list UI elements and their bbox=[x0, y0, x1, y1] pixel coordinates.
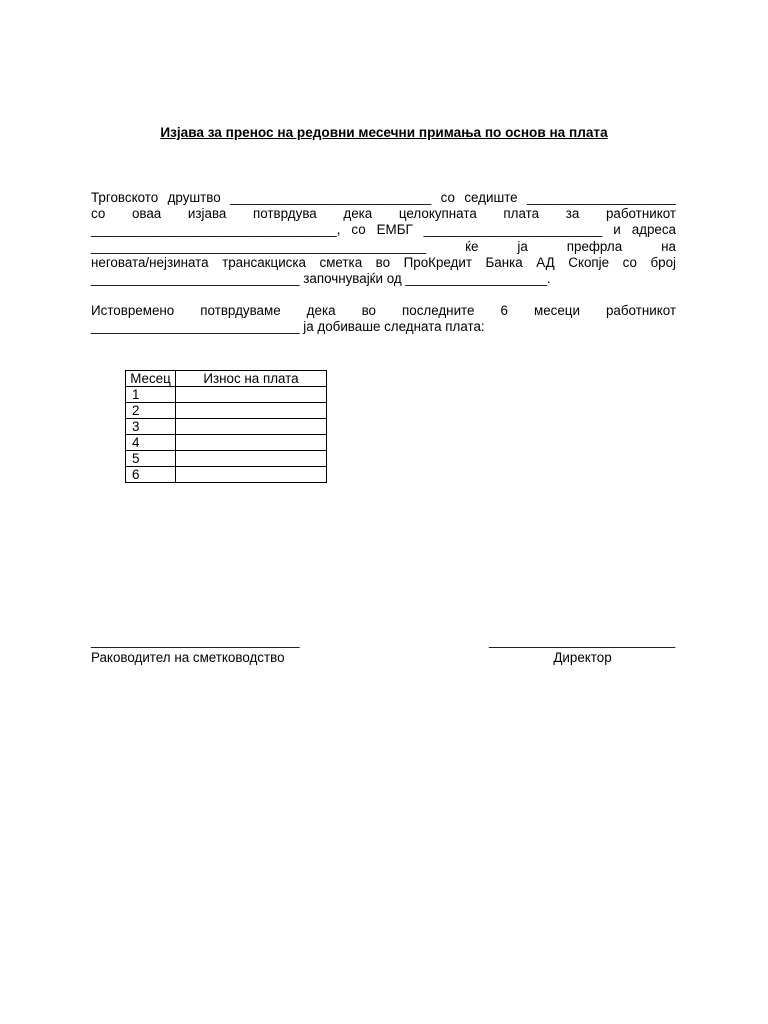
accountant-signature-block bbox=[91, 632, 300, 666]
director-caption: Директор bbox=[553, 650, 612, 665]
month-cell: 1 bbox=[126, 387, 176, 403]
table-row bbox=[126, 467, 327, 483]
month-cell: 5 bbox=[126, 451, 176, 467]
amount-cell[interactable] bbox=[176, 467, 327, 483]
table-row bbox=[126, 451, 327, 467]
table-header-row bbox=[126, 371, 327, 387]
header-month: Месец bbox=[126, 371, 176, 387]
month-cell: 4 bbox=[126, 435, 176, 451]
month-cell: 2 bbox=[126, 403, 176, 419]
amount-cell[interactable] bbox=[176, 387, 327, 403]
statement-paragraph bbox=[91, 190, 676, 287]
paragraph-line: со оваа изјава потврдува дека целокупната плата за работникот bbox=[91, 206, 676, 222]
paragraph-line: _____________________________________________ ќе ја префрла на bbox=[91, 238, 676, 254]
amount-cell[interactable] bbox=[176, 403, 327, 419]
month-cell: 6 bbox=[126, 467, 176, 483]
salary-table bbox=[125, 370, 327, 483]
confirmation-paragraph bbox=[91, 303, 676, 335]
table-row bbox=[126, 419, 327, 435]
salary-table-container bbox=[125, 370, 327, 483]
paragraph-line: _________________________________, со ЕМБГ ________________________ и адреса bbox=[91, 222, 676, 238]
paragraph-line: Трговското друштво ___________________________ со седиште ____________________ bbox=[91, 190, 676, 205]
amount-cell[interactable] bbox=[176, 435, 327, 451]
amount-cell[interactable] bbox=[176, 419, 327, 435]
signature-line: _________________________ bbox=[489, 633, 676, 648]
accountant-caption: Раководител на сметководство bbox=[91, 650, 285, 665]
signature-line: ____________________________ bbox=[91, 633, 300, 648]
table-row bbox=[126, 387, 327, 403]
director-signature-block bbox=[489, 632, 676, 666]
paragraph-line: ____________________________ започнувајќи од ___________________. bbox=[91, 271, 551, 287]
header-amount: Износ на плата bbox=[176, 371, 327, 387]
paragraph-line: Истовремено потврдуваме дека во последните 6 месеци работникот bbox=[91, 303, 676, 318]
amount-cell[interactable] bbox=[176, 451, 327, 467]
paragraph-line: неговата/нејзината трансакциска сметка во ПроКредит Банка АД Скопје со број bbox=[91, 254, 676, 270]
document-title: Изјава за пренос на редовни месечни примања по основ на плата bbox=[160, 125, 608, 140]
month-cell: 3 bbox=[126, 419, 176, 435]
paragraph-line: ____________________________ ја добиваше следната плата: bbox=[91, 319, 485, 335]
table-row bbox=[126, 403, 327, 419]
table-row bbox=[126, 435, 327, 451]
